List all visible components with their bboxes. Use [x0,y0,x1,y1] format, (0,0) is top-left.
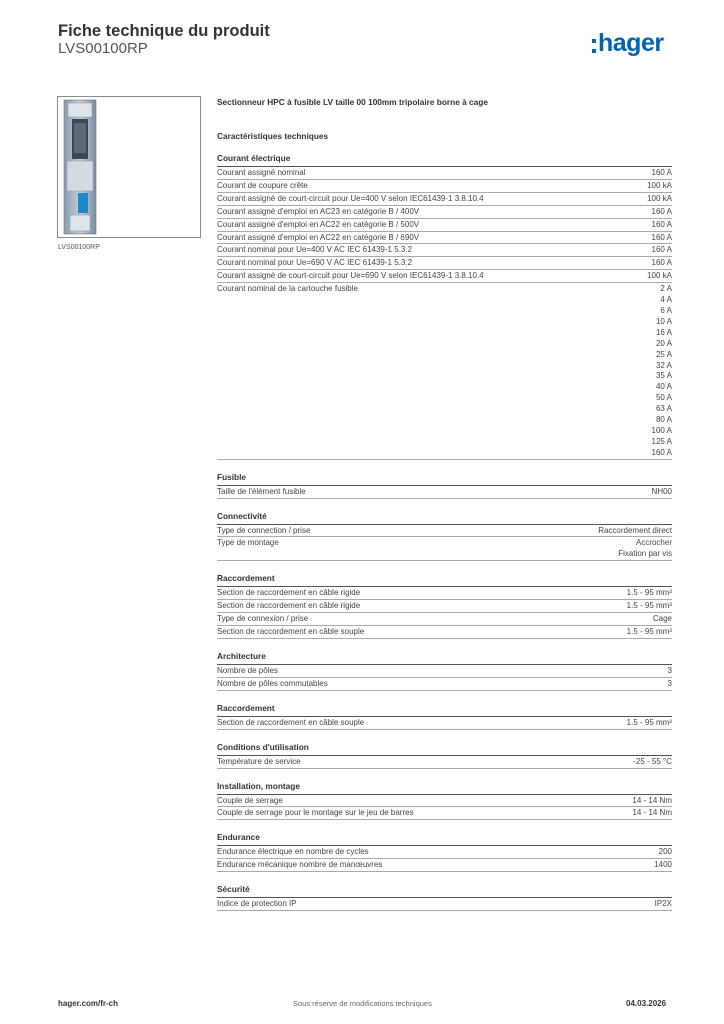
spec-label: Section de raccordement en câble souple [217,627,365,636]
spec-row [217,756,672,769]
spec-row [217,859,672,872]
spec-row [217,206,672,219]
product-description: Sectionneur HPC à fusible LV taille 00 100mm tripolaire borne à cage [217,97,488,107]
spec-label: Courant assigné de court-circuit pour Ue=400 V selon IEC61439-1 3.8.10.4 [217,193,484,203]
footer-date: 04.03.2026 [626,999,667,1008]
footer-disclaimer: Sous réserve de modifications techniques [293,999,432,1008]
section-gap [217,499,672,510]
spec-value: 40 A [655,382,672,392]
spec-label: Type de connection / prise [217,525,311,535]
spec-row [217,678,672,691]
spec-row [217,180,672,193]
spec-row [217,795,672,808]
spec-label: Courant assigné d'emploi en AC22 en catégorie B / 500V [217,219,420,229]
spec-row [217,525,672,538]
spec-label: Endurance électrique en nombre de cycles [217,847,369,857]
spec-label: Section de raccordement en câble rigide [217,601,361,611]
page-title: Fiche technique du produit [58,22,270,40]
spec-label: Couple de serrage pour le montage sur le jeu de barres [217,808,414,818]
spec-row [217,717,672,730]
spec-row [217,665,672,678]
spec-values [627,588,672,599]
spec-value: 200 [658,847,672,857]
spec-label: Courant nominal pour Ue=690 V AC IEC 61439-1 5.3.2 [217,258,413,268]
spec-values [652,220,672,231]
spec-row [217,219,672,232]
product-image [57,96,201,238]
spec-label: Type de connexion / prise [217,614,309,624]
spec-value: 160 A [651,447,672,457]
spec-value: Raccordement direct [598,525,672,535]
spec-row [217,898,672,911]
spec-row [217,537,672,561]
section-title: Conditions d'utilisation [217,741,672,756]
spec-value: 100 kA [647,193,672,203]
spec-value: 160 A [651,219,672,229]
spec-values [668,679,672,690]
spec-label: Couple de serrage [217,795,283,805]
spec-values [647,194,672,205]
logo-colon-mark [592,39,596,53]
spec-value: 1.5 - 95 mm² [626,627,672,636]
section-title: Architecture [217,650,672,665]
section-title: Sécurité [217,883,672,898]
logo-text: hager [598,28,664,57]
spec-row [217,486,672,499]
spec-label: Section de raccordement en câble souple [217,717,365,727]
spec-values [652,245,672,256]
spec-values [652,233,672,244]
spec-label: Endurance mécanique nombre de manœuvres [217,860,383,870]
spec-value: 10 A [655,316,672,326]
spec-value: 100 A [651,425,672,435]
spec-value: 160 A [651,232,672,242]
spec-label: Courant nominal de la cartouche fusible [217,284,358,294]
spec-value: 16 A [655,327,672,337]
spec-values [652,207,672,218]
spec-label: Indice de protection IP [217,899,297,909]
spec-label: Température de service [217,756,301,766]
section-gap [217,769,672,780]
spec-values [655,899,672,910]
product-photo-graphic [58,97,200,237]
spec-values [598,526,672,537]
spec-value: 1.5 - 95 mm² [626,601,672,611]
spec-row [217,600,672,613]
spec-values [647,271,672,282]
spec-value: 3 [667,665,672,675]
spec-value: 125 A [651,436,672,446]
spec-value: 14 - 14 Nm [632,795,672,805]
spec-row [217,283,672,460]
spec-value: 20 A [655,338,672,348]
spec-value: 4 A [660,295,672,305]
spec-row [217,257,672,270]
image-caption: LVS00100RP [58,244,100,251]
spec-row [217,613,672,626]
spec-value: 100 kA [647,271,672,281]
spec-value: 6 A [660,305,672,315]
spec-row [217,626,672,639]
spec-values [652,168,672,179]
product-reference: LVS00100RP [58,40,148,57]
section-title: Installation, montage [217,780,672,795]
spec-label: Section de raccordement en câble rigide [217,588,361,598]
spec-values [618,538,672,560]
section-gap [217,460,672,471]
spec-value: 160 A [651,258,672,268]
section-title: Raccordement [217,572,672,587]
spec-row [217,193,672,206]
spec-value: 160 A [651,206,672,216]
spec-value: 14 - 14 Nm [632,808,672,818]
spec-label: Courant assigné nominal [217,168,306,177]
spec-values [647,181,672,192]
section-gap [217,639,672,650]
spec-values [627,601,672,612]
spec-values [654,860,672,871]
spec-row [217,232,672,245]
spec-values [652,258,672,269]
spec-row [217,244,672,257]
spec-row [217,846,672,859]
section-title: Endurance [217,831,672,846]
section-title: Courant électrique [217,152,672,167]
section-gap [217,820,672,831]
spec-values [627,718,672,729]
spec-value: 1.5 - 95 mm² [626,717,672,727]
spec-label: Courant de coupure crête [217,180,308,190]
spec-row [217,587,672,600]
spec-row [217,270,672,283]
section-title: Raccordement [217,702,672,717]
section-title: Connectivité [217,510,672,525]
section-title: Fusible [217,471,672,486]
spec-label: Courant assigné d'emploi en AC22 en catégorie B / 690V [217,232,420,242]
spec-values [627,627,672,638]
spec-value: 1400 [654,860,672,870]
spec-value: 1.5 - 95 mm² [626,588,672,598]
spec-label: Type de montage [217,538,279,548]
spec-label: Courant nominal pour Ue=400 V AC IEC 61439-1 5.3.2 [217,245,413,255]
spec-value: 63 A [655,404,672,414]
spec-value: IP2X [654,899,672,909]
spec-values [632,808,672,819]
spec-label: Nombre de pôles commutables [217,678,328,688]
section-gap [217,872,672,883]
section-gap [217,730,672,741]
spec-label: Nombre de pôles [217,665,278,675]
spec-value: NH00 [651,486,672,496]
spec-value: 25 A [655,349,672,359]
spec-value: Accrocher [635,538,672,548]
spec-label: Taille de l'élément fusible [217,486,306,496]
spec-values [652,487,672,498]
footer-website[interactable]: hager.com/fr-ch [58,999,119,1008]
spec-value: 80 A [655,415,672,425]
section-gap [217,561,672,572]
spec-value: 160 A [651,168,672,177]
spec-value: 160 A [651,245,672,255]
spec-heading: Caractéristiques techniques [217,131,329,141]
spec-value: 32 A [655,360,672,370]
spec-values [668,666,672,677]
spec-value: -25 - 55 °C [633,756,672,766]
spec-value: Cage [652,614,672,624]
spec-values [652,284,672,459]
hager-logo [592,28,664,58]
spec-values [653,614,672,625]
spec-value: 2 A [660,284,672,294]
spec-value: Fixation par vis [618,549,672,559]
spec-values [633,757,672,768]
spec-table [217,152,672,911]
spec-values [659,847,672,858]
spec-value: 100 kA [647,180,672,190]
spec-value: 35 A [655,371,672,381]
spec-row [217,167,672,180]
section-gap [217,691,672,702]
spec-label: Courant assigné de court-circuit pour Ue=690 V selon IEC61439-1 3.8.10.4 [217,271,484,281]
spec-values [632,796,672,807]
spec-value: 50 A [655,393,672,403]
spec-row [217,807,672,820]
spec-label: Courant assigné d'emploi en AC23 en catégorie B / 400V [217,206,420,216]
spec-value: 3 [667,678,672,688]
